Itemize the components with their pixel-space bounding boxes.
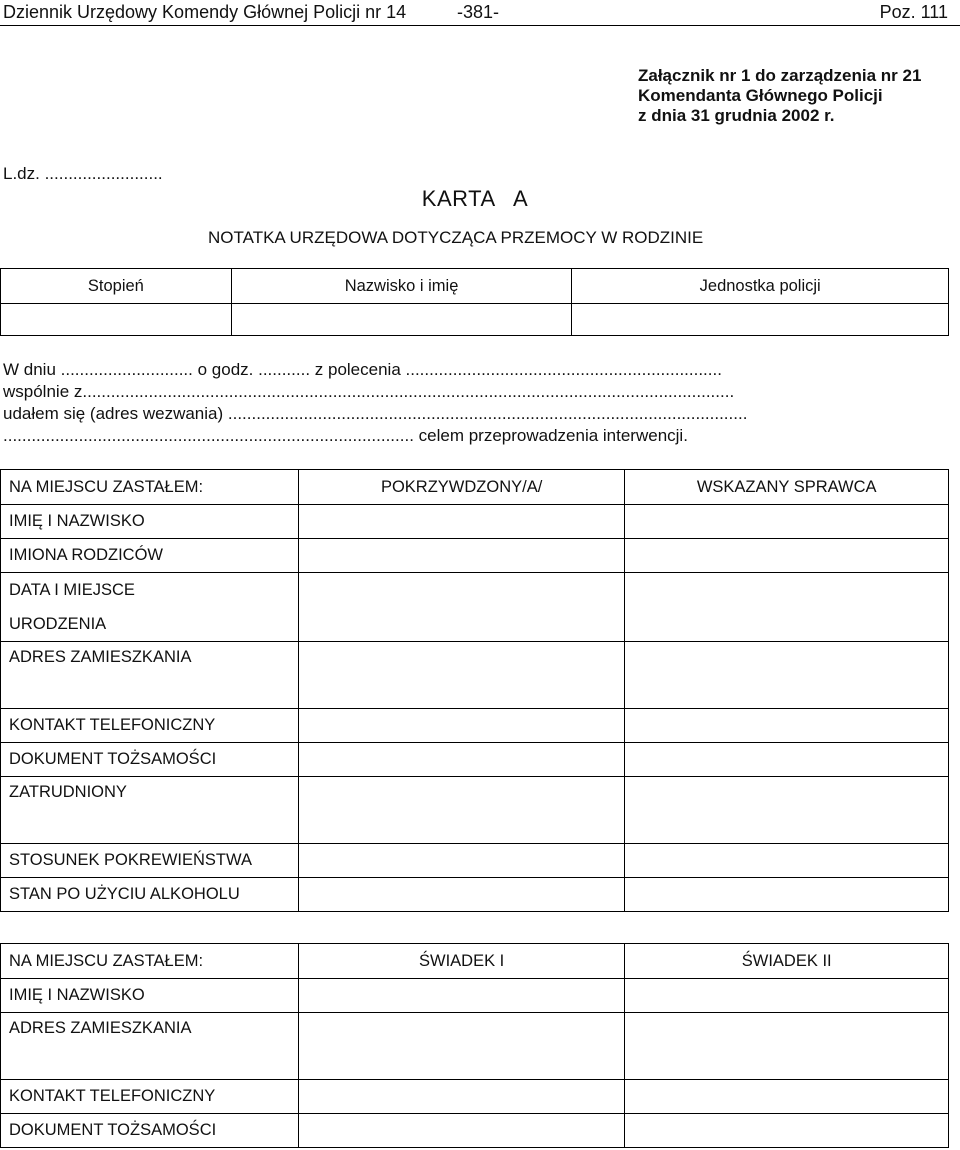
row-label-birth (1, 573, 299, 642)
witness-table (0, 943, 949, 1148)
witness-row-label-id: DOKUMENT TOŻSAMOŚCI (1, 1114, 299, 1148)
row-label-parents: IMIONA RODZICÓW (1, 539, 299, 573)
perpetrator-alcohol-field[interactable] (625, 878, 949, 912)
victim-name-field[interactable] (298, 505, 625, 539)
perpetrator-name-field[interactable] (625, 505, 949, 539)
together-with-line[interactable]: wspólnie z.......................................................................................................................................... (3, 382, 735, 401)
purpose-line[interactable]: ....................................................................................... celem przeprowadzenia interwencji. (3, 426, 688, 445)
card-title-text: KARTA A (421, 186, 529, 211)
perpetrator-birth-field[interactable] (625, 573, 949, 642)
row-label-relation: STOSUNEK POKREWIEŃSTWA (1, 844, 299, 878)
address-line[interactable]: udałem się (adres wezwania) .............................................................................................................. (3, 404, 748, 423)
row-label-employed: ZATRUDNIONY (1, 777, 299, 844)
witness-row-label-address: ADRES ZAMIESZKANIA (1, 1013, 299, 1080)
witness-1-phone-field[interactable] (298, 1080, 625, 1114)
date-time-line[interactable]: W dniu ............................ o godz. ........... z polecenia ................................................................... (3, 360, 722, 379)
name-header: Nazwisko i imię (231, 269, 572, 304)
unit-header: Jednostka policji (572, 269, 949, 304)
witness-2-header: ŚWIADEK II (625, 944, 949, 979)
row-label-id: DOKUMENT TOŻSAMOŚCI (1, 743, 299, 777)
row-label-phone: KONTAKT TELEFONICZNY (1, 709, 299, 743)
victim-id-field[interactable] (298, 743, 625, 777)
witness-2-phone-field[interactable] (625, 1080, 949, 1114)
rank-field[interactable] (1, 304, 232, 336)
victim-birth-field[interactable] (298, 573, 625, 642)
parties-header-label: NA MIEJSCU ZASTAŁEM: (1, 470, 299, 505)
attachment-note (638, 66, 921, 126)
victim-relation-field[interactable] (298, 844, 625, 878)
position-number: Poz. 111 (879, 2, 948, 22)
perpetrator-phone-field[interactable] (625, 709, 949, 743)
unit-field[interactable] (572, 304, 949, 336)
perpetrator-employed-field[interactable] (625, 777, 949, 844)
victim-header: POKRZYWDZONY/A/ (298, 470, 625, 505)
witness-header-label: NA MIEJSCU ZASTAŁEM: (1, 944, 299, 979)
row-label-address: ADRES ZAMIESZKANIA (1, 642, 299, 709)
page-header (0, 0, 960, 26)
attachment-line-2: Komendanta Głównego Policji (638, 86, 883, 105)
witness-2-id-field[interactable] (625, 1114, 949, 1148)
ldz-field[interactable]: L.dz. ......................... (3, 164, 163, 183)
perpetrator-relation-field[interactable] (625, 844, 949, 878)
witness-1-header: ŚWIADEK I (298, 944, 625, 979)
witness-row-label-phone: KONTAKT TELEFONICZNY (1, 1080, 299, 1114)
page-number: -381- (457, 2, 500, 22)
attachment-line-3: z dnia 31 grudnia 2002 r. (638, 106, 835, 125)
perpetrator-parents-field[interactable] (625, 539, 949, 573)
victim-alcohol-field[interactable] (298, 878, 625, 912)
witness-2-name-field[interactable] (625, 979, 949, 1013)
card-title (0, 186, 960, 212)
rank-header: Stopień (1, 269, 232, 304)
witness-row-label-name: IMIĘ I NAZWISKO (1, 979, 299, 1013)
officer-table (0, 268, 949, 336)
row-label-alcohol: STAN PO UŻYCIU ALKOHOLU (1, 878, 299, 912)
parties-table (0, 469, 949, 912)
card-subtitle: NOTATKA URZĘDOWA DOTYCZĄCA PRZEMOCY W RODZINIE (208, 228, 704, 247)
victim-phone-field[interactable] (298, 709, 625, 743)
victim-address-field[interactable] (298, 642, 625, 709)
perpetrator-address-field[interactable] (625, 642, 949, 709)
witness-2-address-field[interactable] (625, 1013, 949, 1080)
witness-1-address-field[interactable] (298, 1013, 625, 1080)
journal-title: Dziennik Urzędowy Komendy Głównej Policji nr 14 (3, 2, 407, 22)
attachment-line-1: Załącznik nr 1 do zarządzenia nr 21 (638, 66, 922, 85)
row-label-birth-2: URODZENIA (9, 615, 107, 633)
victim-parents-field[interactable] (298, 539, 625, 573)
row-label-birth-1: DATA I MIEJSCE (9, 581, 135, 599)
perpetrator-id-field[interactable] (625, 743, 949, 777)
row-label-name: IMIĘ I NAZWISKO (1, 505, 299, 539)
name-field[interactable] (231, 304, 572, 336)
witness-1-name-field[interactable] (298, 979, 625, 1013)
victim-employed-field[interactable] (298, 777, 625, 844)
perpetrator-header: WSKAZANY SPRAWCA (625, 470, 949, 505)
witness-1-id-field[interactable] (298, 1114, 625, 1148)
